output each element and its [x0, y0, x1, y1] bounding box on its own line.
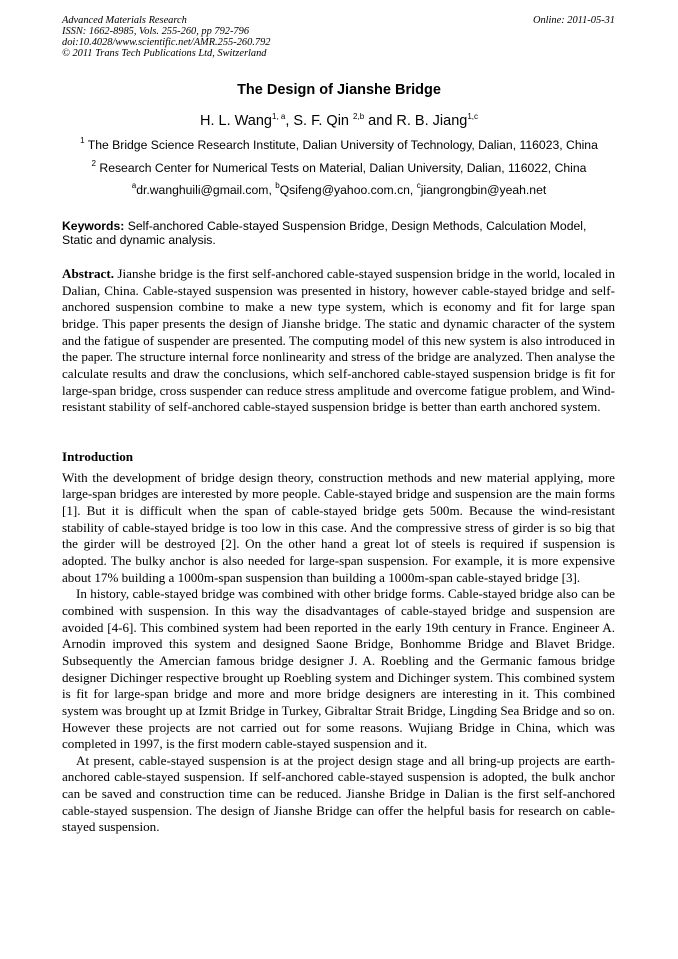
abstract	[62, 266, 615, 416]
emails	[0, 183, 678, 197]
issn: ISSN: 1662-8985, Vols. 255-260, pp 792-796	[62, 26, 250, 37]
keywords-text: Self-anchored Cable-stayed Suspension Bridge, Design Methods, Calculation Model, Static and dynamic analysis.	[62, 219, 587, 247]
journal-header	[62, 15, 270, 59]
paper-title: The Design of Jianshe Bridge	[237, 82, 441, 98]
affiliation-text: The Bridge Science Research Institute, Dalian University of Technology, Dalian, 116023, China	[84, 138, 598, 152]
keywords-label: Keywords:	[62, 219, 125, 233]
doi: doi:10.4028/www.scientific.net/AMR.255-260.792	[62, 37, 271, 48]
author-name: S. F. Qin	[293, 113, 354, 129]
online-date: Online: 2011-05-31	[532, 15, 615, 26]
email: Qsifeng@yahoo.com.cn,	[279, 183, 417, 197]
author-sup: 1,c	[467, 112, 478, 121]
email-sup: b	[275, 181, 280, 190]
author-name: H. L. Wang	[199, 113, 272, 129]
copyright: © 2011 Trans Tech Publications Ltd, Switzerland	[62, 48, 267, 59]
paragraph: In history, cable-stayed bridge was combined with other bridge forms. Cable-stayed bridge also can be combined with suspension. In this way the disadvantages of cable-stayed bridge and suspension are avoided [4-6]. This combined system had been reported in the early 19th century in France. Engineer A. Arnodin improved this system and designed Saone Bridge, Bonhomme Bridge and Blavet Bridge. Subsequently the Amercian famous bridge designer J. A. Roebling and the Germanic famous bridge designer Dichinger respective brought up Roebling system and Dichinger system. This combined system is fit for large-span bridge and more and more bridge designers are interesting in it. This combined system was brought up at Izmit Bridge in Turkey, Gibraltar Strait Bridge, Lingding Sea Bridge and so on. However these projects are not carried out for some reasons. Wujiang Bridge in China, which was completed in 1997, is the first modern cable-stayed suspension and it.	[62, 586, 615, 752]
paragraph: With the development of bridge design theory, construction methods and new material applying, more large-span bridges are interested by more people. Cable-stayed bridge and suspension are the main forms [1]. But it is difficult when the span of cable-stayed bridge gets 500m. Because the wind-resistant stability of cable-stayed bridge is too low in this case. And the compressive stress of girder is so big that the girder will be destroyed [2]. On the other hand a great lot of steels is required if suspension is adopted. The bulky anchor is also needed for large-span suspension. For example, it is more expensive about 17% building a 1000m-span suspension than building a 1000m-span cable-stayed bridge [3].	[62, 469, 615, 585]
email: dr.wanghuili@gmail.com,	[136, 183, 276, 197]
author-list	[0, 113, 678, 129]
affiliation	[0, 138, 678, 152]
affiliation-sup: 2	[91, 159, 96, 168]
affiliation-text: Research Center for Numerical Tests on Material, Dalian University, Dalian, 116022, China	[96, 161, 587, 175]
affiliation-sup: 1	[80, 136, 85, 145]
email-sup: c	[416, 181, 421, 190]
keywords	[62, 219, 616, 247]
email-sup: a	[131, 181, 137, 190]
author-separator: ,	[285, 113, 294, 129]
introduction-section	[62, 449, 615, 836]
abstract-text: Jianshe bridge is the first self-anchored cable-stayed suspension bridge in the world, localed in Dalian, China. Cable-stayed suspension was presented in history, however cable-stayed bridge and self-anchored suspension combine to make a new type system, which is economy and fit for large span bridge. This paper presents the design of Jianshe bridge. The static and dynamic character of the system and the fatigue of suspender are presented. The computing model of this new system is also introduced in the paper. The structure internal force nonlinearity and stress of the bridge are analyzed. Then analyse the calculate results and draw the conclusions, which self-anchored cable-stayed suspension bridge is fit for large-span bridge, cross suspender can reduce stress amplitude and overcome fatigue problem, and Wind-resistant stability of self-anchored cable-stayed suspension bridge is better than earth anchored system.	[62, 266, 615, 415]
affiliation	[0, 161, 678, 175]
author-sup: 2,b	[353, 112, 365, 121]
author-name: R. B. Jiang	[396, 113, 468, 129]
author-sup: 1, a	[271, 112, 286, 121]
abstract-label: Abstract.	[62, 266, 114, 281]
email: jiangrongbin@yeah.net	[420, 183, 547, 197]
journal-name: Advanced Materials Research	[62, 15, 187, 26]
section-heading: Introduction	[62, 449, 134, 464]
paragraph: At present, cable-stayed suspension is at the project design stage and all bring-up projects are earth-anchored cable-stayed suspension. If self-anchored cable-stayed suspension is adopted, the bulk anchor can be saved and construction time can be reduced. Jianshe Bridge in Dalian is the first self-anchored cable-stayed suspension. The design of Jianshe Bridge can offer the helpful basis for research on cable-stayed suspension.	[62, 752, 615, 835]
author-separator: and	[364, 113, 397, 129]
